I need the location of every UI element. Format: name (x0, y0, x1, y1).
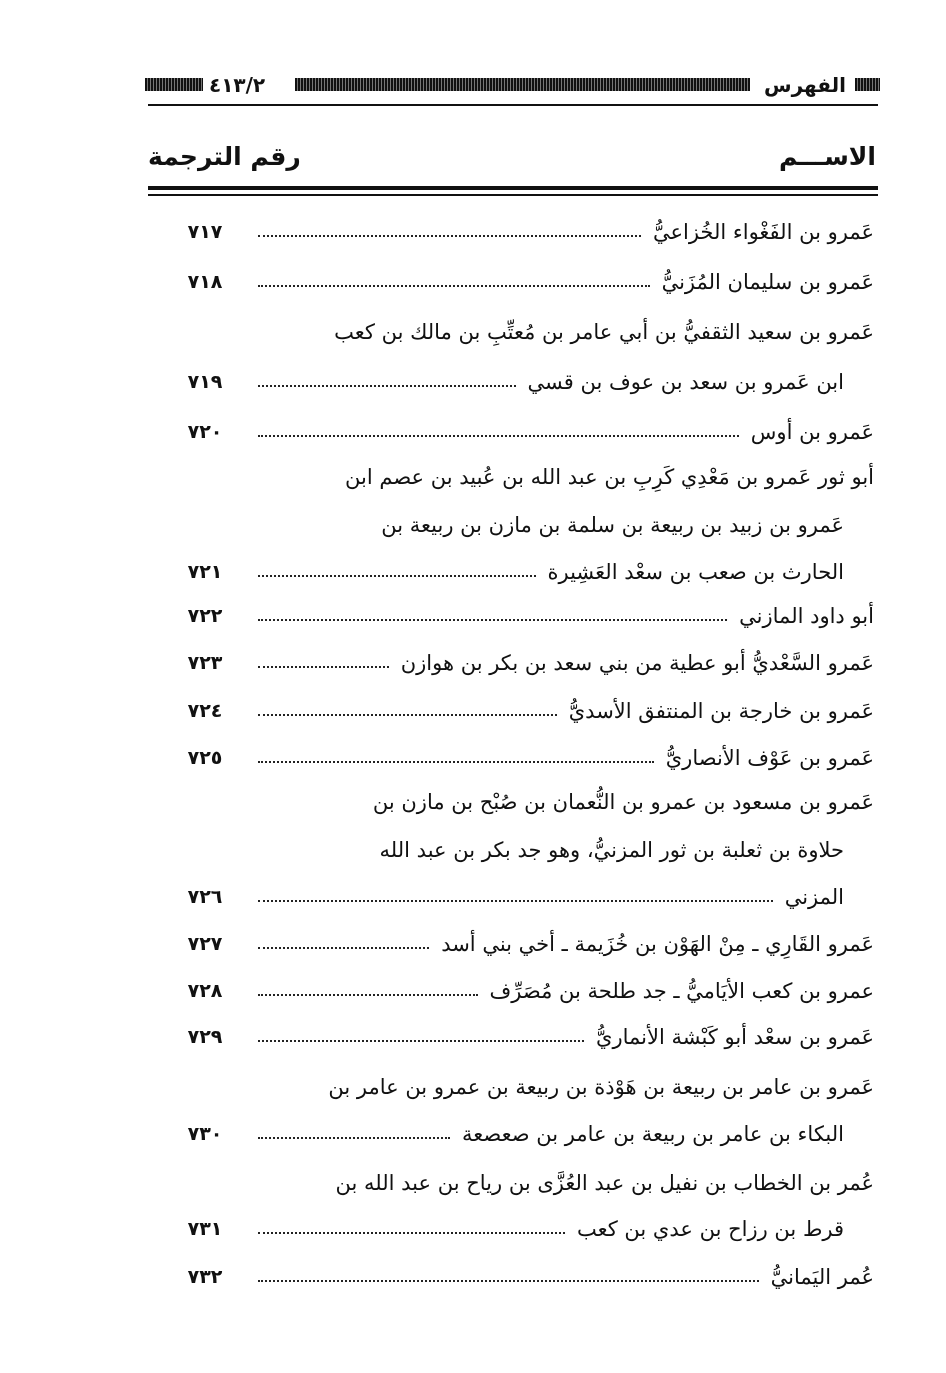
leader-dots (258, 285, 650, 287)
leader-dots (258, 435, 739, 437)
entry-number: ٧٢٦ (187, 886, 223, 908)
leader-dots (258, 619, 727, 621)
column-header-name: الاســـم (778, 142, 876, 171)
entry-name-line: عَمرو بن سعْد أبو كَبْشة الأنماريُّ (596, 1025, 874, 1049)
entry-name-line: عُمر بن الخطاب بن نفيل بن عبد العُزَّى بن رياح بن عبد الله بن (335, 1171, 874, 1195)
leader-dots (258, 575, 536, 577)
entry-number: ٧٢٠ (187, 421, 223, 443)
leader-dots (258, 994, 478, 996)
entry-number: ٧٢٨ (187, 980, 223, 1002)
entry-number: ٧٣١ (187, 1218, 223, 1240)
entry-number: ٧١٩ (187, 371, 223, 393)
entry-number: ٧٢٢ (187, 605, 223, 627)
entry-number: ٧٢٣ (187, 652, 223, 674)
leader-dots (258, 1280, 759, 1282)
entry-name-line: عَمرو بن عامر بن ربيعة بن هَوْذة بن ربيعة بن عمرو بن عامر بن (328, 1075, 874, 1099)
column-rule-thin (148, 194, 878, 196)
entry-number: ٧٢٧ (187, 933, 223, 955)
running-header (145, 72, 880, 98)
entry-number: ٧١٨ (187, 271, 223, 293)
entry-number: ٧٢٥ (187, 747, 223, 769)
entry-name-line: ابن عَمرو بن سعد بن عوف بن قسي (527, 370, 844, 394)
entry-name-line: عَمرو بن مسعود بن عمرو بن النُّعمان بن صُبْح بن مازن بن (372, 790, 874, 814)
entry-name-line: عَمرو بن خارجة بن المنتفق الأسديُّ (568, 699, 874, 723)
entry-name-line: عَمرو القَارِي ـ مِنْ الهَوْن بن خُزَيمة ـ أخي بني أسد (441, 932, 874, 956)
entry-number: ٧٢٤ (187, 700, 223, 722)
entry-number: ٧٣٠ (187, 1123, 223, 1145)
entry-name-line: عَمرو بن سليمان المُزَنيُّ (661, 270, 874, 294)
entry-name-line: عمرو بن كعب الأيَاميُّ ـ جد طلحة بن مُصَرِّف (489, 979, 874, 1003)
column-rule-thick (148, 186, 878, 190)
leader-dots (258, 666, 389, 668)
leader-dots (258, 761, 654, 763)
entry-name-line: أبو ثور عَمرو بن مَعْدِي كَرِبِ بن عبد الله بن عُبيد بن عصم ابن (345, 465, 874, 489)
leader-dots (258, 947, 429, 949)
leader-dots (258, 900, 773, 902)
leader-dots (258, 385, 516, 387)
entry-name-line: حلاوة بن ثعلبة بن ثور المزنيُّ، وهو جد بكر بن عبد الله (379, 838, 844, 862)
column-header-number: رقم الترجمة (148, 142, 301, 171)
entry-name-line: عَمرو بن عَوْف الأنصاريُّ (665, 746, 874, 770)
entry-number: ٧١٧ (187, 221, 223, 243)
entry-name-line: عَمرو بن أوس (750, 420, 874, 444)
leader-dots (258, 1232, 565, 1234)
header-ornament-left (145, 78, 203, 91)
header-ornament-middle (295, 78, 750, 91)
entry-name-line: البكاء بن عامر بن ربيعة بن عامر بن صعصعة (462, 1122, 844, 1146)
entry-name-line: عَمرو السَّعْديُّ أبو عطية من بني سعد بن بكر بن هوازن (400, 651, 874, 675)
leader-dots (258, 235, 641, 237)
entry-name-line: قرط بن رزاح بن عدي بن كعب (576, 1217, 844, 1241)
entry-name-line: عَمرو بن الفَغْواء الخُزاعيُّ (652, 220, 874, 244)
header-rule (148, 104, 878, 106)
leader-dots (258, 1040, 584, 1042)
entry-name-line: عُمر اليَمانيُّ (770, 1265, 874, 1289)
header-ornament-right (855, 78, 880, 91)
section-title: الفهرس (760, 72, 850, 98)
entry-number: ٧٣٢ (187, 1266, 223, 1288)
entry-name-line: الحارث بن صعب بن سعْد العَشِيرة (547, 560, 844, 584)
leader-dots (258, 1137, 450, 1139)
entry-number: ٧٢٩ (187, 1026, 223, 1048)
entry-name-line: عَمرو بن سعيد الثقفيُّ بن أبي عامر بن مُعتِّبِ بن مالك بن كعب (334, 320, 874, 344)
page-number: ٤١٣/٢ (205, 72, 269, 98)
entry-name-line: أبو داود المازني (739, 604, 874, 628)
leader-dots (258, 714, 557, 716)
entry-number: ٧٢١ (187, 561, 223, 583)
entry-name-line: عَمرو بن زبيد بن ربيعة بن سلمة بن مازن بن ربيعة بن (381, 513, 844, 537)
entry-name-line: المزني (784, 885, 844, 909)
